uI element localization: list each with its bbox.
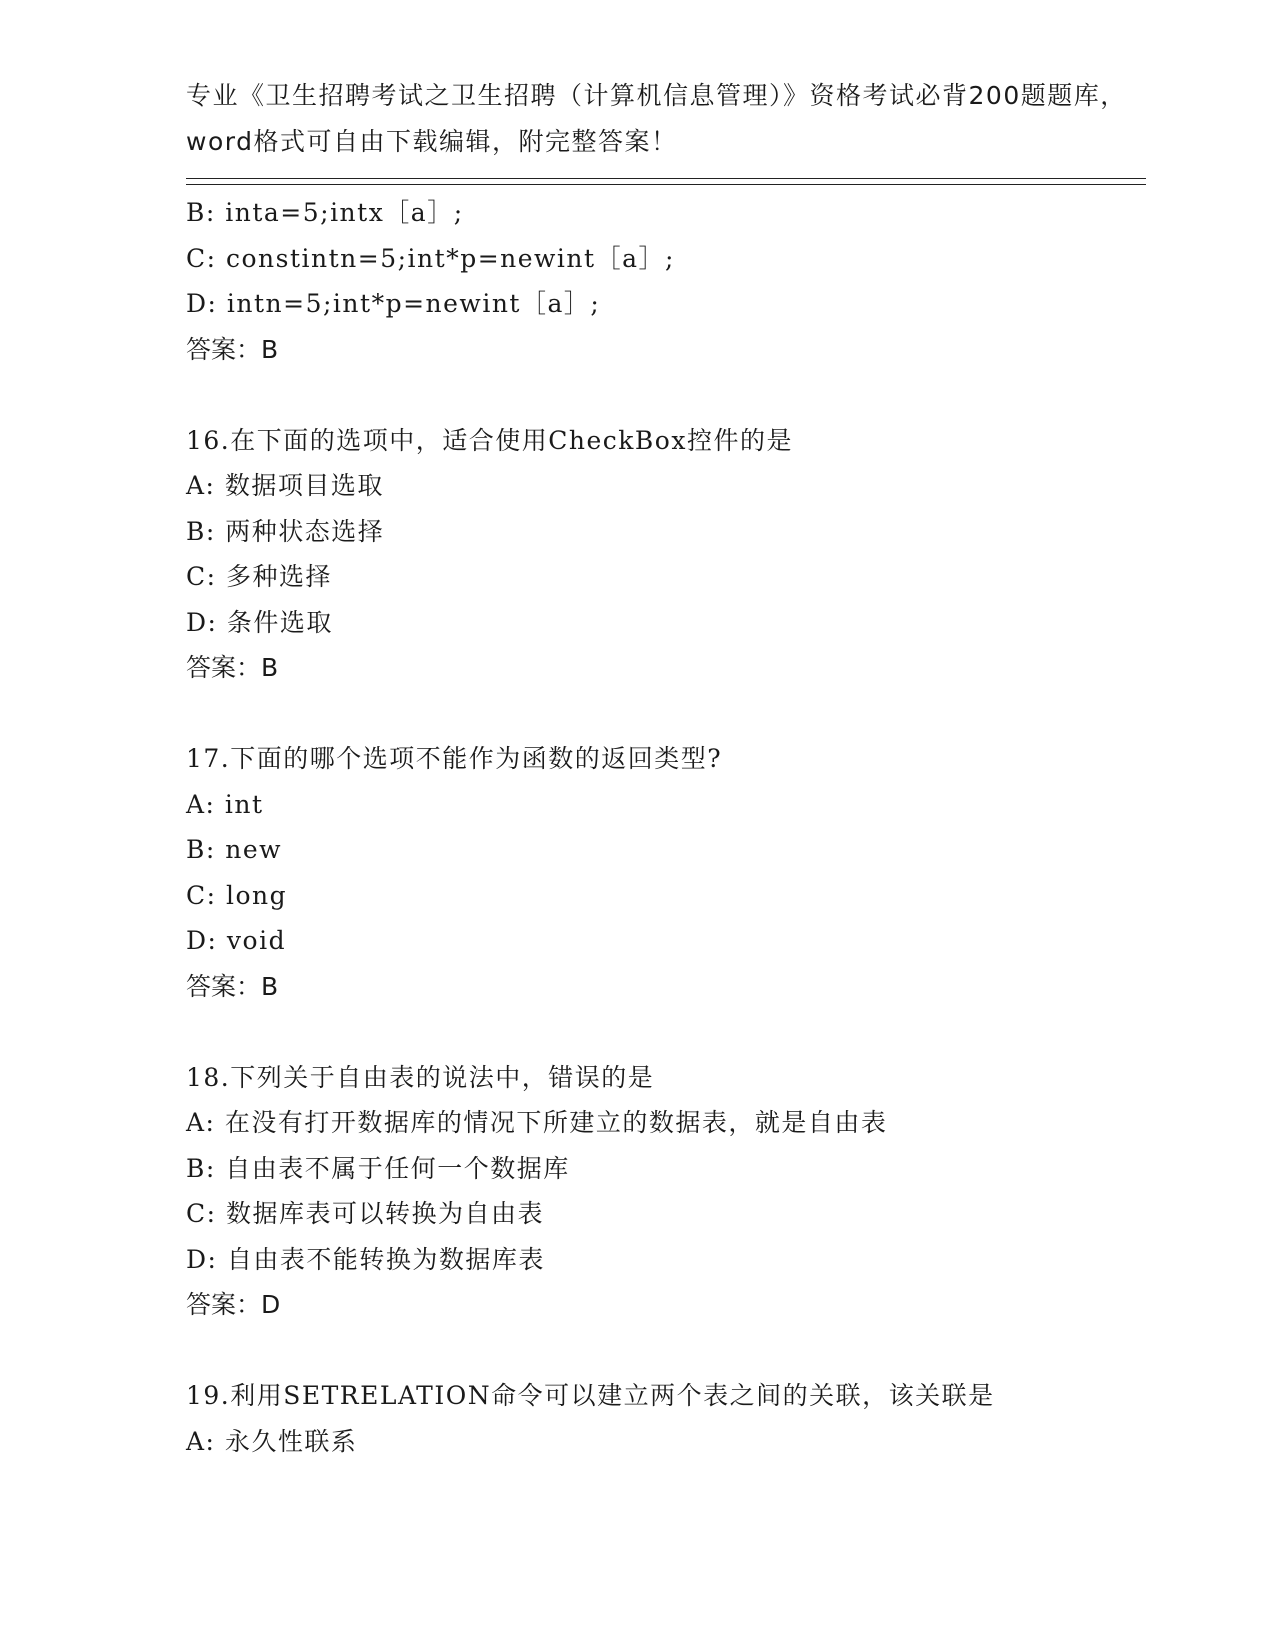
question-stem: 18.下列关于自由表的说法中，错误的是: [186, 1062, 655, 1092]
option-b: B: 两种状态选择: [186, 516, 385, 546]
header-line-1: 专业《卫生招聘考试之卫生招聘（计算机信息管理）》资格考试必背200题题库，: [186, 81, 1127, 110]
option-a: A: 数据项目选取: [186, 471, 384, 500]
option-d: D: intn=5;int*p=newint［a］;: [186, 289, 601, 318]
header-divider: [186, 178, 1146, 185]
question-stem: 17.下面的哪个选项不能作为函数的返回类型?: [186, 744, 723, 773]
header-line-2: word格式可自由下载编辑，附完整答案！: [186, 126, 678, 156]
question-16: [186, 418, 1146, 691]
option-b: B: inta=5;intx［a］;: [186, 198, 464, 227]
question-19: [186, 1373, 1146, 1464]
spacer: [186, 372, 1146, 418]
question-stem: 19.利用SETRELATION命令可以建立两个表之间的关联，该关联是: [186, 1381, 995, 1410]
option-a: A: 在没有打开数据库的情况下所建立的数据表，就是自由表: [186, 1108, 888, 1137]
option-b: B: 自由表不属于任何一个数据库: [186, 1153, 570, 1183]
option-c: C: long: [186, 880, 288, 910]
option-c: C: constintn=5;int*p=newint［a］;: [186, 243, 675, 273]
option-a: A: int: [186, 789, 264, 819]
spacer: [186, 691, 1146, 737]
option-c: C: 多种选择: [186, 562, 332, 591]
question-18: [186, 1055, 1146, 1328]
option-d: D: 自由表不能转换为数据库表: [186, 1244, 545, 1274]
question-17: [186, 736, 1146, 1009]
option-b: B: new: [186, 835, 283, 864]
answer-line: 答案：B: [186, 653, 279, 682]
spacer: [186, 1009, 1146, 1055]
option-d: D: void: [186, 926, 287, 955]
option-c: C: 数据库表可以转换为自由表: [186, 1199, 544, 1228]
answer-line: 答案：D: [186, 1290, 281, 1319]
answer-line: 答案：B: [186, 334, 279, 364]
document-header: [186, 73, 1127, 164]
question-list: [186, 190, 1146, 1464]
option-d: D: 条件选取: [186, 607, 333, 637]
question-15-continued: [186, 190, 1146, 372]
spacer: [186, 1328, 1146, 1374]
question-stem: 16.在下面的选项中，适合使用CheckBox控件的是: [186, 425, 793, 455]
answer-line: 答案：B: [186, 971, 279, 1001]
option-a: A: 永久性联系: [186, 1426, 358, 1456]
